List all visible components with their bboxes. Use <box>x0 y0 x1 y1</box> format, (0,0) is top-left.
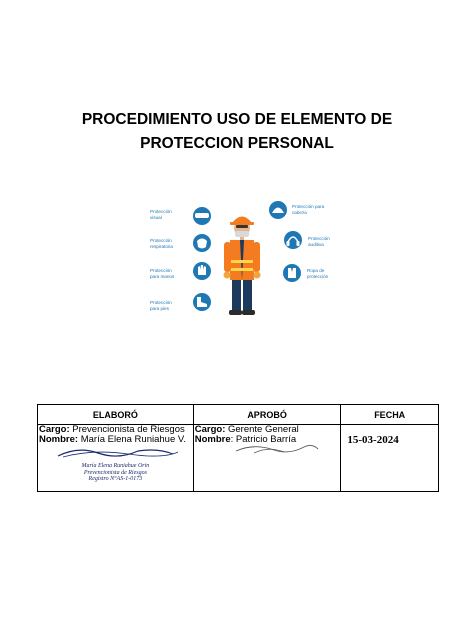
aprobo-cargo: Cargo: Gerente General <box>194 424 299 435</box>
elaboro-cargo: Cargo: Prevencionista de Riesgos <box>39 424 185 435</box>
label-respiratoria: Protección respiratoria <box>150 238 173 249</box>
label-visual: Protección visual <box>150 209 172 220</box>
ppe-illustration <box>140 196 345 324</box>
glove-icon <box>193 262 211 280</box>
label-cabeza: Protección para cabeza <box>292 204 325 215</box>
aprobo-cell <box>193 425 341 492</box>
label-ropa: Ropa de protección <box>307 268 329 279</box>
signature-table-header <box>38 405 439 425</box>
fecha-cell <box>341 425 439 492</box>
vest-icon <box>283 264 301 282</box>
helmet-icon <box>269 201 287 219</box>
boot-icon <box>193 293 211 311</box>
signature-table-row <box>38 425 439 492</box>
fecha-value: 15-03-2024 <box>347 434 399 446</box>
signature-table <box>37 404 439 492</box>
label-pies: Protección para pies <box>150 300 172 311</box>
label-auditiva: Protección auditiva <box>308 236 330 247</box>
header-fecha: FECHA <box>341 405 439 425</box>
elaboro-nombre: Nombre: María Elena Runiahue V. <box>39 434 186 445</box>
earmuff-icon <box>284 231 302 249</box>
elaboro-signature <box>38 445 188 459</box>
header-aprobo: APROBÓ <box>193 405 341 425</box>
goggles-icon <box>193 207 211 225</box>
header-elaboro: ELABORÓ <box>38 405 194 425</box>
respirator-icon <box>193 234 211 252</box>
title-line-1: PROCEDIMIENTO USO DE ELEMENTO DE <box>81 111 393 128</box>
title-line-2: PROTECCION PERSONAL <box>140 135 334 152</box>
elaboro-stamp: María Elena Runiahue Orin Prevencionista de Riesgos Registro N°AS-1-0173 <box>81 463 150 482</box>
document-title <box>40 108 434 156</box>
elaboro-cell <box>38 425 194 492</box>
label-manos: Protección para manos <box>150 268 175 279</box>
aprobo-nombre: Nombre: Patricio Barría <box>194 434 297 445</box>
